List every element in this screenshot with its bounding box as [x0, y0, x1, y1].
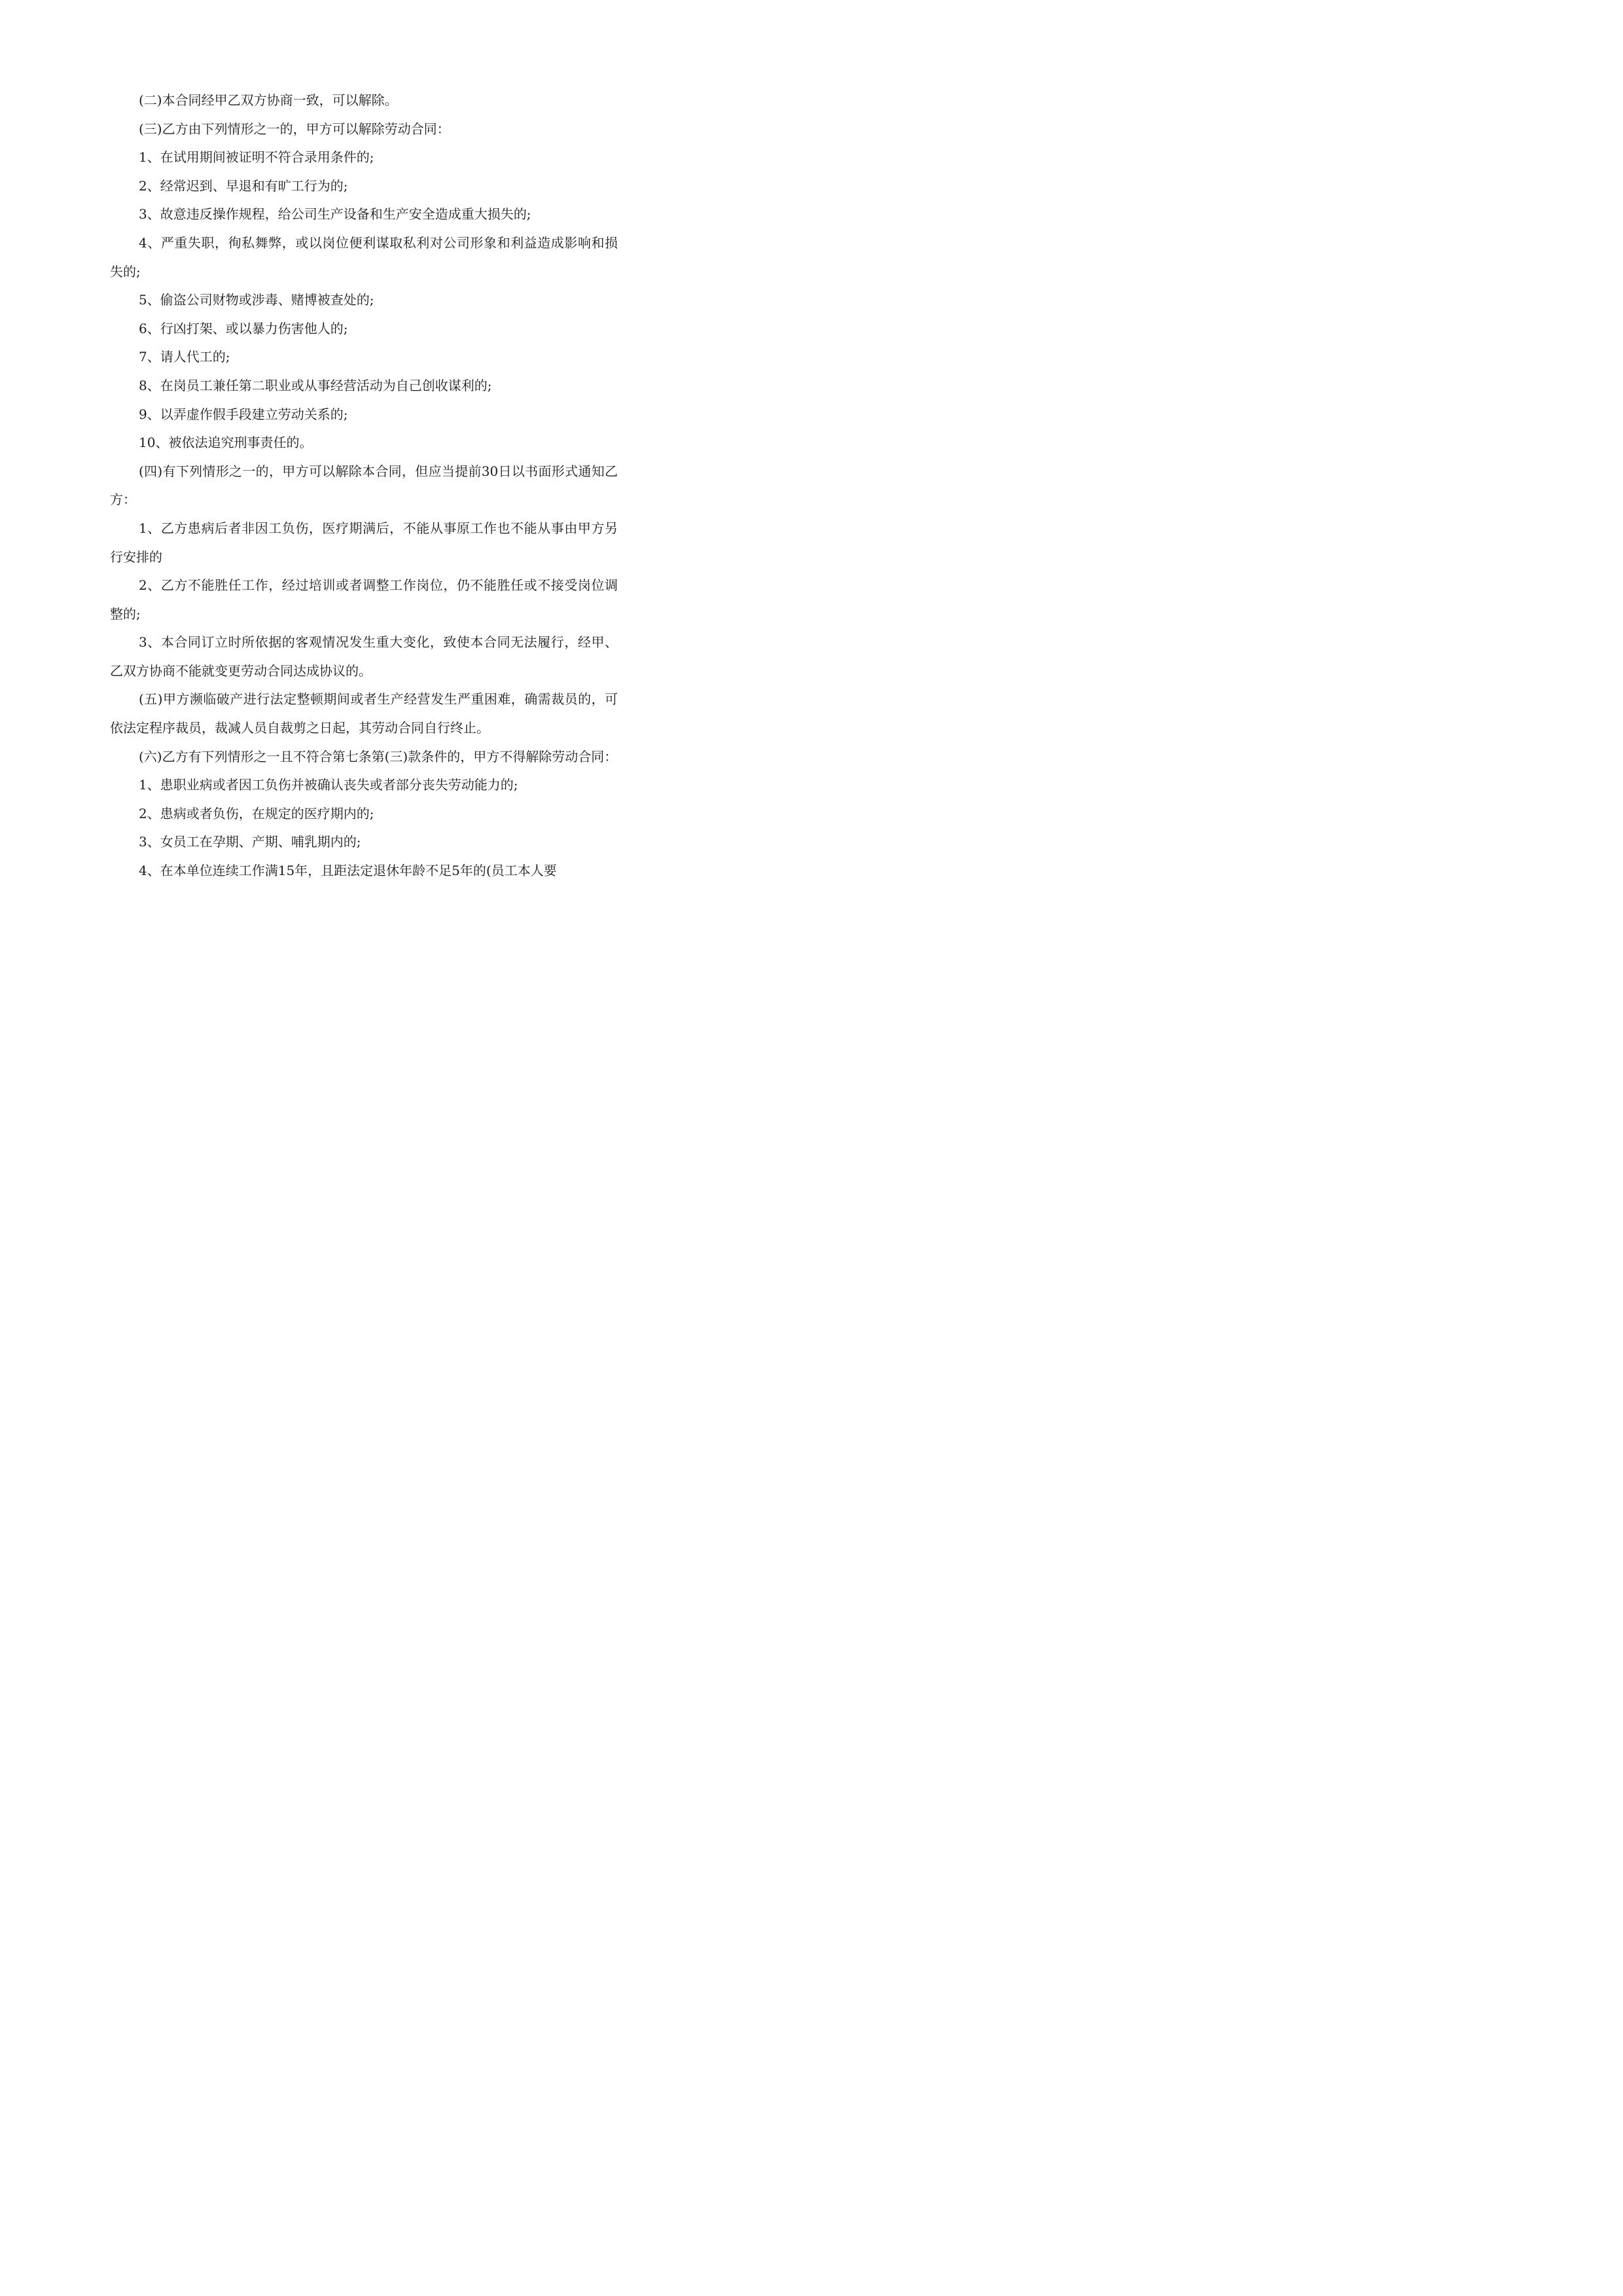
list-item: 6、行凶打架、或以暴力伤害他人的;	[139, 320, 348, 336]
clause-3-heading: (三)乙方由下列情形之一的，甲方可以解除劳动合同：	[139, 120, 450, 137]
list-item: 7、请人代工的;	[139, 349, 230, 365]
list-item: 10、被依法追究刑事责任的。	[139, 435, 313, 451]
list-item: 3、女员工在孕期、产期、哺乳期内的;	[139, 834, 361, 850]
contract-text-body	[110, 86, 618, 886]
list-item: 4、严重失职，徇私舞弊，或以岗位便利谋取私利对公司形象和利益造成影响和损失的;	[110, 234, 618, 279]
list-item: 8、在岗员工兼任第二职业或从事经营活动为自己创收谋利的;	[139, 377, 492, 393]
list-item: 9、以弄虚作假手段建立劳动关系的;	[139, 406, 348, 422]
list-item: 2、乙方不能胜任工作，经过培训或者调整工作岗位，仍不能胜任或不接受岗位调整的;	[110, 577, 618, 622]
list-item: 2、经常迟到、早退和有旷工行为的;	[139, 177, 348, 194]
clause-5-paragraph: (五)甲方濒临破产进行法定整顿期间或者生产经营发生严重困难，确需裁员的，可依法定程序裁员，裁减人员自裁剪之日起，其劳动合同自行终止。	[110, 691, 618, 736]
clause-2-paragraph: (二)本合同经甲乙双方协商一致，可以解除。	[139, 92, 398, 108]
list-item: 2、患病或者负伤，在规定的医疗期内的;	[139, 805, 374, 821]
document-page	[0, 0, 726, 1026]
list-item: 4、在本单位连续工作满15年，且距法定退休年龄不足5年的(员工本人要	[139, 863, 557, 879]
list-item: 5、偷盗公司财物或涉毒、赌博被查处的;	[139, 292, 374, 308]
list-item: 3、本合同订立时所依据的客观情况发生重大变化，致使本合同无法履行，经甲、乙双方协商不能就变更劳动合同达成协议的。	[110, 634, 618, 679]
list-item: 3、故意违反操作规程，给公司生产设备和生产安全造成重大损失的;	[139, 206, 531, 223]
clause-6-heading: (六)乙方有下列情形之一且不符合第七条第(三)款条件的，甲方不得解除劳动合同：	[139, 748, 618, 764]
list-item: 1、患职业病或者因工负伤并被确认丧失或者部分丧失劳动能力的;	[139, 777, 518, 793]
list-item: 1、在试用期间被证明不符合录用条件的;	[139, 149, 374, 166]
list-item: 1、乙方患病后者非因工负伤，医疗期满后，不能从事原工作也不能从事由甲方另行安排的	[110, 520, 618, 565]
clause-4-heading: (四)有下列情形之一的，甲方可以解除本合同，但应当提前30日以书面形式通知乙方：	[110, 463, 618, 508]
